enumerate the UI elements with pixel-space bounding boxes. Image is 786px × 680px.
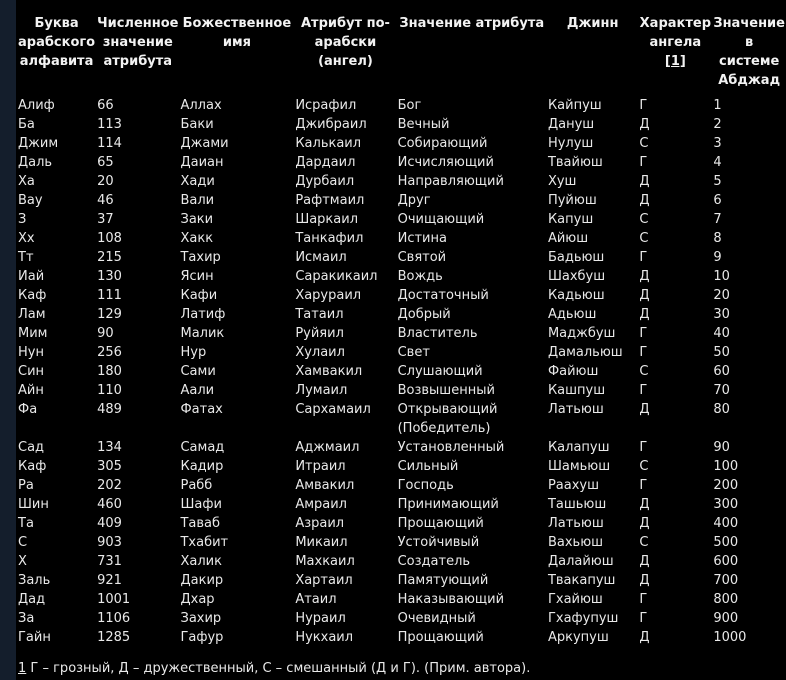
cell-abjad-value: 20 (713, 288, 730, 303)
cell-abjad-value: 3 (713, 136, 722, 151)
header-abjad-value: Значение в системе Абджад (713, 16, 785, 88)
cell-meaning: Прощающий (397, 630, 484, 645)
cell-abjad-value: 2 (713, 117, 722, 132)
cell-character: Г (639, 478, 648, 493)
cell-meaning: Вождь (397, 269, 443, 284)
cell-letter: Нун (18, 345, 44, 360)
cell-angel: Нураил (295, 611, 346, 626)
cell-numeric-value: 46 (97, 193, 114, 208)
cell-character: С (639, 364, 649, 379)
cell-divine-name: Рабб (180, 478, 213, 493)
cell-meaning: Свет (397, 345, 430, 360)
cell-divine-name: Тхабит (180, 535, 229, 550)
cell-abjad-value: 80 (713, 402, 730, 417)
cell-character: Г (639, 345, 648, 360)
table-body (17, 96, 786, 647)
cell-character: Г (639, 155, 648, 170)
cell-jinn: Шахбуш (547, 269, 606, 284)
cell-divine-name: Захир (180, 611, 222, 626)
cell-angel: Итраил (295, 459, 346, 474)
cell-divine-name: Кадир (180, 459, 224, 474)
cell-divine-name: Баки (180, 117, 214, 132)
cell-divine-name: Дхар (180, 592, 215, 607)
cell-letter: Х (18, 554, 27, 569)
cell-angel: Танкафил (295, 231, 364, 246)
cell-numeric-value: 1285 (97, 630, 131, 645)
cell-abjad-value: 30 (713, 307, 730, 322)
cell-abjad-value: 700 (713, 573, 739, 588)
cell-divine-name: Заки (180, 212, 214, 227)
cell-divine-name: Даиан (180, 155, 224, 170)
cell-jinn: Дамальюш (547, 345, 623, 360)
cell-numeric-value: 130 (97, 269, 122, 284)
table-row (17, 457, 786, 476)
cell-divine-name: Вали (180, 193, 215, 208)
cell-abjad-value: 60 (713, 364, 730, 379)
cell-angel: Дурбаил (295, 174, 355, 189)
cell-jinn: Файюш (547, 364, 599, 379)
header-divine-name: Божественное имя (182, 16, 292, 50)
cell-abjad-value: 10 (713, 269, 730, 284)
cell-numeric-value: 215 (97, 250, 122, 265)
cell-meaning: Слушающий (397, 364, 483, 379)
cell-jinn: Нулуш (547, 136, 594, 151)
cell-numeric-value: 731 (97, 554, 122, 569)
cell-jinn: Шамьюш (547, 459, 611, 474)
cell-letter: С (18, 535, 28, 550)
cell-angel: Рафтмаил (295, 193, 365, 208)
cell-letter: Алиф (18, 98, 55, 113)
cell-character: Д (639, 117, 650, 132)
cell-character: С (639, 136, 649, 151)
cell-numeric-value: 202 (97, 478, 122, 493)
attributes-table (17, 14, 786, 647)
cell-letter: Та (18, 516, 34, 531)
cell-meaning: Добрый (397, 307, 451, 322)
cell-numeric-value: 903 (97, 535, 122, 550)
table-row (17, 533, 786, 552)
cell-letter: Айн (18, 383, 44, 398)
table-row (17, 590, 786, 609)
cell-letter: Каф (18, 288, 47, 303)
cell-divine-name: Латиф (180, 307, 226, 322)
cell-divine-name: Таваб (180, 516, 221, 531)
cell-angel: Руйяил (295, 326, 344, 341)
cell-meaning: Направляющий (397, 174, 504, 189)
cell-divine-name: Шафи (180, 497, 222, 512)
cell-numeric-value: 921 (97, 573, 122, 588)
cell-jinn: Гхафупуш (547, 611, 619, 626)
cell-abjad-value: 800 (713, 592, 739, 607)
table-row (17, 305, 786, 324)
cell-jinn: Маджбуш (547, 326, 616, 341)
cell-letter: Ба (18, 117, 35, 132)
cell-jinn: Аркупуш (547, 630, 609, 645)
cell-angel: Дардаил (295, 155, 356, 170)
cell-divine-name: Нур (180, 345, 207, 360)
cell-character: Д (639, 630, 650, 645)
table-row (17, 115, 786, 134)
table-row (17, 400, 786, 438)
cell-angel: Азраил (295, 516, 345, 531)
left-sidebar-strip (0, 0, 16, 680)
cell-angel: Хамвакил (295, 364, 363, 379)
cell-letter: Хх (18, 231, 35, 246)
cell-jinn: Далайюш (547, 554, 614, 569)
cell-abjad-value: 100 (713, 459, 739, 474)
cell-character: Д (639, 573, 650, 588)
cell-jinn: Бадьюш (547, 250, 605, 265)
cell-character: Д (639, 516, 650, 531)
cell-angel: Джибраил (295, 117, 367, 132)
table-row (17, 324, 786, 343)
cell-abjad-value: 90 (713, 440, 730, 455)
cell-divine-name: Гафур (180, 630, 224, 645)
cell-meaning: Памятующий (397, 573, 489, 588)
cell-numeric-value: 114 (97, 136, 122, 151)
table-row (17, 495, 786, 514)
cell-numeric-value: 489 (97, 402, 122, 417)
cell-jinn: Вахьюш (547, 535, 604, 550)
table-row (17, 362, 786, 381)
cell-letter: Заль (18, 573, 51, 588)
cell-meaning: Установленный (397, 440, 505, 455)
cell-angel: Хулаил (295, 345, 345, 360)
cell-meaning: Сильный (397, 459, 459, 474)
cell-meaning: Очищающий (397, 212, 485, 227)
cell-divine-name: Дакир (180, 573, 224, 588)
header-attribute-arabic: Атрибут по-арабски (ангел) (300, 16, 390, 69)
header-numeric-value: Численное значение атрибута (97, 16, 179, 69)
cell-letter: З (18, 212, 27, 227)
cell-character: С (639, 535, 649, 550)
cell-meaning: Вечный (397, 117, 450, 132)
cell-numeric-value: 110 (97, 383, 122, 398)
table-row (17, 552, 786, 571)
cell-abjad-value: 5 (713, 174, 722, 189)
header-angel-character (638, 14, 712, 96)
cell-divine-name: Аллах (180, 98, 222, 113)
cell-letter: Ра (18, 478, 34, 493)
cell-numeric-value: 1001 (97, 592, 131, 607)
cell-numeric-value: 37 (97, 212, 114, 227)
cell-character: Г (639, 326, 648, 341)
cell-meaning: Бог (397, 98, 422, 113)
cell-letter: Гайн (18, 630, 51, 645)
cell-numeric-value: 134 (97, 440, 122, 455)
cell-abjad-value: 300 (713, 497, 739, 512)
header-attribute-meaning: Значение атрибута (399, 16, 545, 31)
cell-meaning: Устойчивый (397, 535, 480, 550)
cell-numeric-value: 460 (97, 497, 122, 512)
cell-abjad-value: 8 (713, 231, 722, 246)
cell-angel: Микаил (295, 535, 348, 550)
cell-numeric-value: 90 (97, 326, 114, 341)
cell-divine-name: Халик (180, 554, 222, 569)
cell-divine-name: Фатах (180, 402, 223, 417)
cell-letter: Иай (18, 269, 45, 284)
cell-character: Г (639, 440, 648, 455)
cell-letter: Джим (18, 136, 59, 151)
cell-angel: Амвакил (295, 478, 355, 493)
cell-letter: Мим (18, 326, 48, 341)
cell-angel: Амраил (295, 497, 347, 512)
cell-angel: Калькаил (295, 136, 362, 151)
table-row (17, 191, 786, 210)
cell-character: Д (639, 497, 650, 512)
cell-angel: Харураил (295, 288, 362, 303)
cell-abjad-value: 200 (713, 478, 739, 493)
cell-numeric-value: 129 (97, 307, 122, 322)
cell-character: Д (639, 174, 650, 189)
cell-jinn: Ташьюш (547, 497, 607, 512)
cell-divine-name: Хади (180, 174, 215, 189)
cell-divine-name: Ясин (180, 269, 214, 284)
cell-numeric-value: 111 (97, 288, 122, 303)
cell-abjad-value: 50 (713, 345, 730, 360)
cell-jinn: Айюш (547, 231, 589, 246)
cell-angel: Исмаил (295, 250, 347, 265)
cell-meaning: Исчисляющий (397, 155, 494, 170)
cell-numeric-value: 66 (97, 98, 114, 113)
cell-divine-name: Малик (180, 326, 225, 341)
cell-angel: Татаил (295, 307, 344, 322)
header-angel-character-label: Характер ангела (639, 16, 712, 50)
table-row (17, 343, 786, 362)
cell-numeric-value: 305 (97, 459, 122, 474)
cell-numeric-value: 1106 (97, 611, 131, 626)
cell-numeric-value: 180 (97, 364, 122, 379)
cell-meaning: Открывающий (Победитель) (397, 402, 498, 436)
table-row (17, 172, 786, 191)
table-row (17, 153, 786, 172)
cell-character: Г (639, 383, 648, 398)
cell-meaning: Возвышенный (397, 383, 495, 398)
cell-letter: Фа (18, 402, 38, 417)
cell-letter: Вау (18, 193, 43, 208)
table-row (17, 628, 786, 647)
cell-character: Г (639, 250, 648, 265)
cell-character: С (639, 212, 649, 227)
cell-angel: Лумаил (295, 383, 348, 398)
cell-angel: Нукхаил (295, 630, 354, 645)
cell-letter: Шин (18, 497, 49, 512)
cell-meaning: Достаточный (397, 288, 489, 303)
cell-abjad-value: 40 (713, 326, 730, 341)
cell-character: Д (639, 402, 650, 417)
cell-abjad-value: 4 (713, 155, 722, 170)
cell-numeric-value: 20 (97, 174, 114, 189)
table-row (17, 514, 786, 533)
cell-letter: Тт (18, 250, 34, 265)
cell-letter: Сад (18, 440, 45, 455)
cell-divine-name: Джами (180, 136, 229, 151)
footnote-link[interactable]: [1] (664, 54, 686, 69)
cell-abjad-value: 70 (713, 383, 730, 398)
cell-abjad-value: 600 (713, 554, 739, 569)
cell-letter: Ха (18, 174, 35, 189)
cell-letter: Каф (18, 459, 47, 474)
cell-jinn: Кадьюш (547, 288, 605, 303)
cell-letter: Даль (18, 155, 53, 170)
cell-letter: Дад (18, 592, 46, 607)
cell-meaning: Собирающий (397, 136, 488, 151)
cell-character: С (639, 231, 649, 246)
cell-jinn: Твайюш (547, 155, 603, 170)
header-jinn: Джинн (566, 16, 619, 31)
cell-abjad-value: 1000 (713, 630, 747, 645)
cell-character: Д (639, 554, 650, 569)
footnote-text: Г – грозный, Д – дружественный, С – смешанный (Д и Г). (Прим. автора). (26, 661, 531, 676)
cell-character: Д (639, 193, 650, 208)
cell-character: Д (639, 288, 650, 303)
cell-angel: Хартаил (295, 573, 353, 588)
cell-jinn: Адьюш (547, 307, 597, 322)
cell-meaning: Принимающий (397, 497, 499, 512)
cell-jinn: Латьюш (547, 402, 604, 417)
cell-jinn: Латьюш (547, 516, 604, 531)
footnote-mark[interactable]: 1 (18, 661, 27, 676)
cell-character: Г (639, 592, 648, 607)
cell-angel: Саракикаил (295, 269, 378, 284)
cell-divine-name: Тахир (180, 250, 221, 265)
cell-jinn: Твакапуш (547, 573, 616, 588)
table-row (17, 229, 786, 248)
cell-divine-name: Аали (180, 383, 215, 398)
cell-divine-name: Сами (180, 364, 216, 379)
table-row (17, 210, 786, 229)
table-row (17, 381, 786, 400)
cell-jinn: Гхайюш (547, 592, 603, 607)
cell-jinn: Кашпуш (547, 383, 606, 398)
cell-character: Г (639, 611, 648, 626)
table-row (17, 286, 786, 305)
table-header-row (17, 14, 786, 96)
footnote (18, 661, 530, 676)
cell-jinn: Калапуш (547, 440, 610, 455)
cell-meaning: Господь (397, 478, 454, 493)
cell-jinn: Кайпуш (547, 98, 602, 113)
cell-divine-name: Кафи (180, 288, 218, 303)
cell-angel: Исрафил (295, 98, 357, 113)
cell-meaning: Властитель (397, 326, 478, 341)
table-row (17, 267, 786, 286)
table-row (17, 571, 786, 590)
cell-meaning: Прощающий (397, 516, 484, 531)
cell-divine-name: Самад (180, 440, 225, 455)
table-row (17, 438, 786, 457)
cell-numeric-value: 113 (97, 117, 122, 132)
cell-meaning: Истина (397, 231, 447, 246)
cell-meaning: Святой (397, 250, 447, 265)
cell-meaning: Друг (397, 193, 431, 208)
cell-angel: Атаил (295, 592, 337, 607)
cell-jinn: Раахуш (547, 478, 600, 493)
table-row (17, 476, 786, 495)
cell-abjad-value: 9 (713, 250, 722, 265)
cell-angel: Аджмаил (295, 440, 360, 455)
table-row (17, 134, 786, 153)
cell-numeric-value: 409 (97, 516, 122, 531)
cell-meaning: Создатель (397, 554, 471, 569)
cell-letter: Лам (18, 307, 46, 322)
cell-jinn: Пуйюш (547, 193, 597, 208)
header-letter: Буква арабского алфавита (18, 16, 96, 69)
cell-abjad-value: 7 (713, 212, 722, 227)
table-row (17, 96, 786, 115)
cell-meaning: Наказывающий (397, 592, 505, 607)
cell-abjad-value: 1 (713, 98, 722, 113)
cell-abjad-value: 500 (713, 535, 739, 550)
cell-divine-name: Хакк (180, 231, 214, 246)
cell-letter: За (18, 611, 35, 626)
table-row (17, 248, 786, 267)
cell-numeric-value: 108 (97, 231, 122, 246)
cell-angel: Шаркаил (295, 212, 359, 227)
cell-jinn: Дануш (547, 117, 595, 132)
table-row (17, 609, 786, 628)
cell-meaning: Очевидный (397, 611, 476, 626)
cell-abjad-value: 6 (713, 193, 722, 208)
cell-character: Г (639, 98, 648, 113)
cell-letter: Син (18, 364, 45, 379)
cell-numeric-value: 65 (97, 155, 114, 170)
cell-angel: Сархамаил (295, 402, 371, 417)
cell-angel: Махкаил (295, 554, 355, 569)
cell-abjad-value: 900 (713, 611, 739, 626)
cell-jinn: Хуш (547, 174, 577, 189)
cell-character: С (639, 459, 649, 474)
cell-abjad-value: 400 (713, 516, 739, 531)
cell-jinn: Капуш (547, 212, 594, 227)
cell-numeric-value: 256 (97, 345, 122, 360)
cell-character: Д (639, 307, 650, 322)
cell-character: Д (639, 269, 650, 284)
